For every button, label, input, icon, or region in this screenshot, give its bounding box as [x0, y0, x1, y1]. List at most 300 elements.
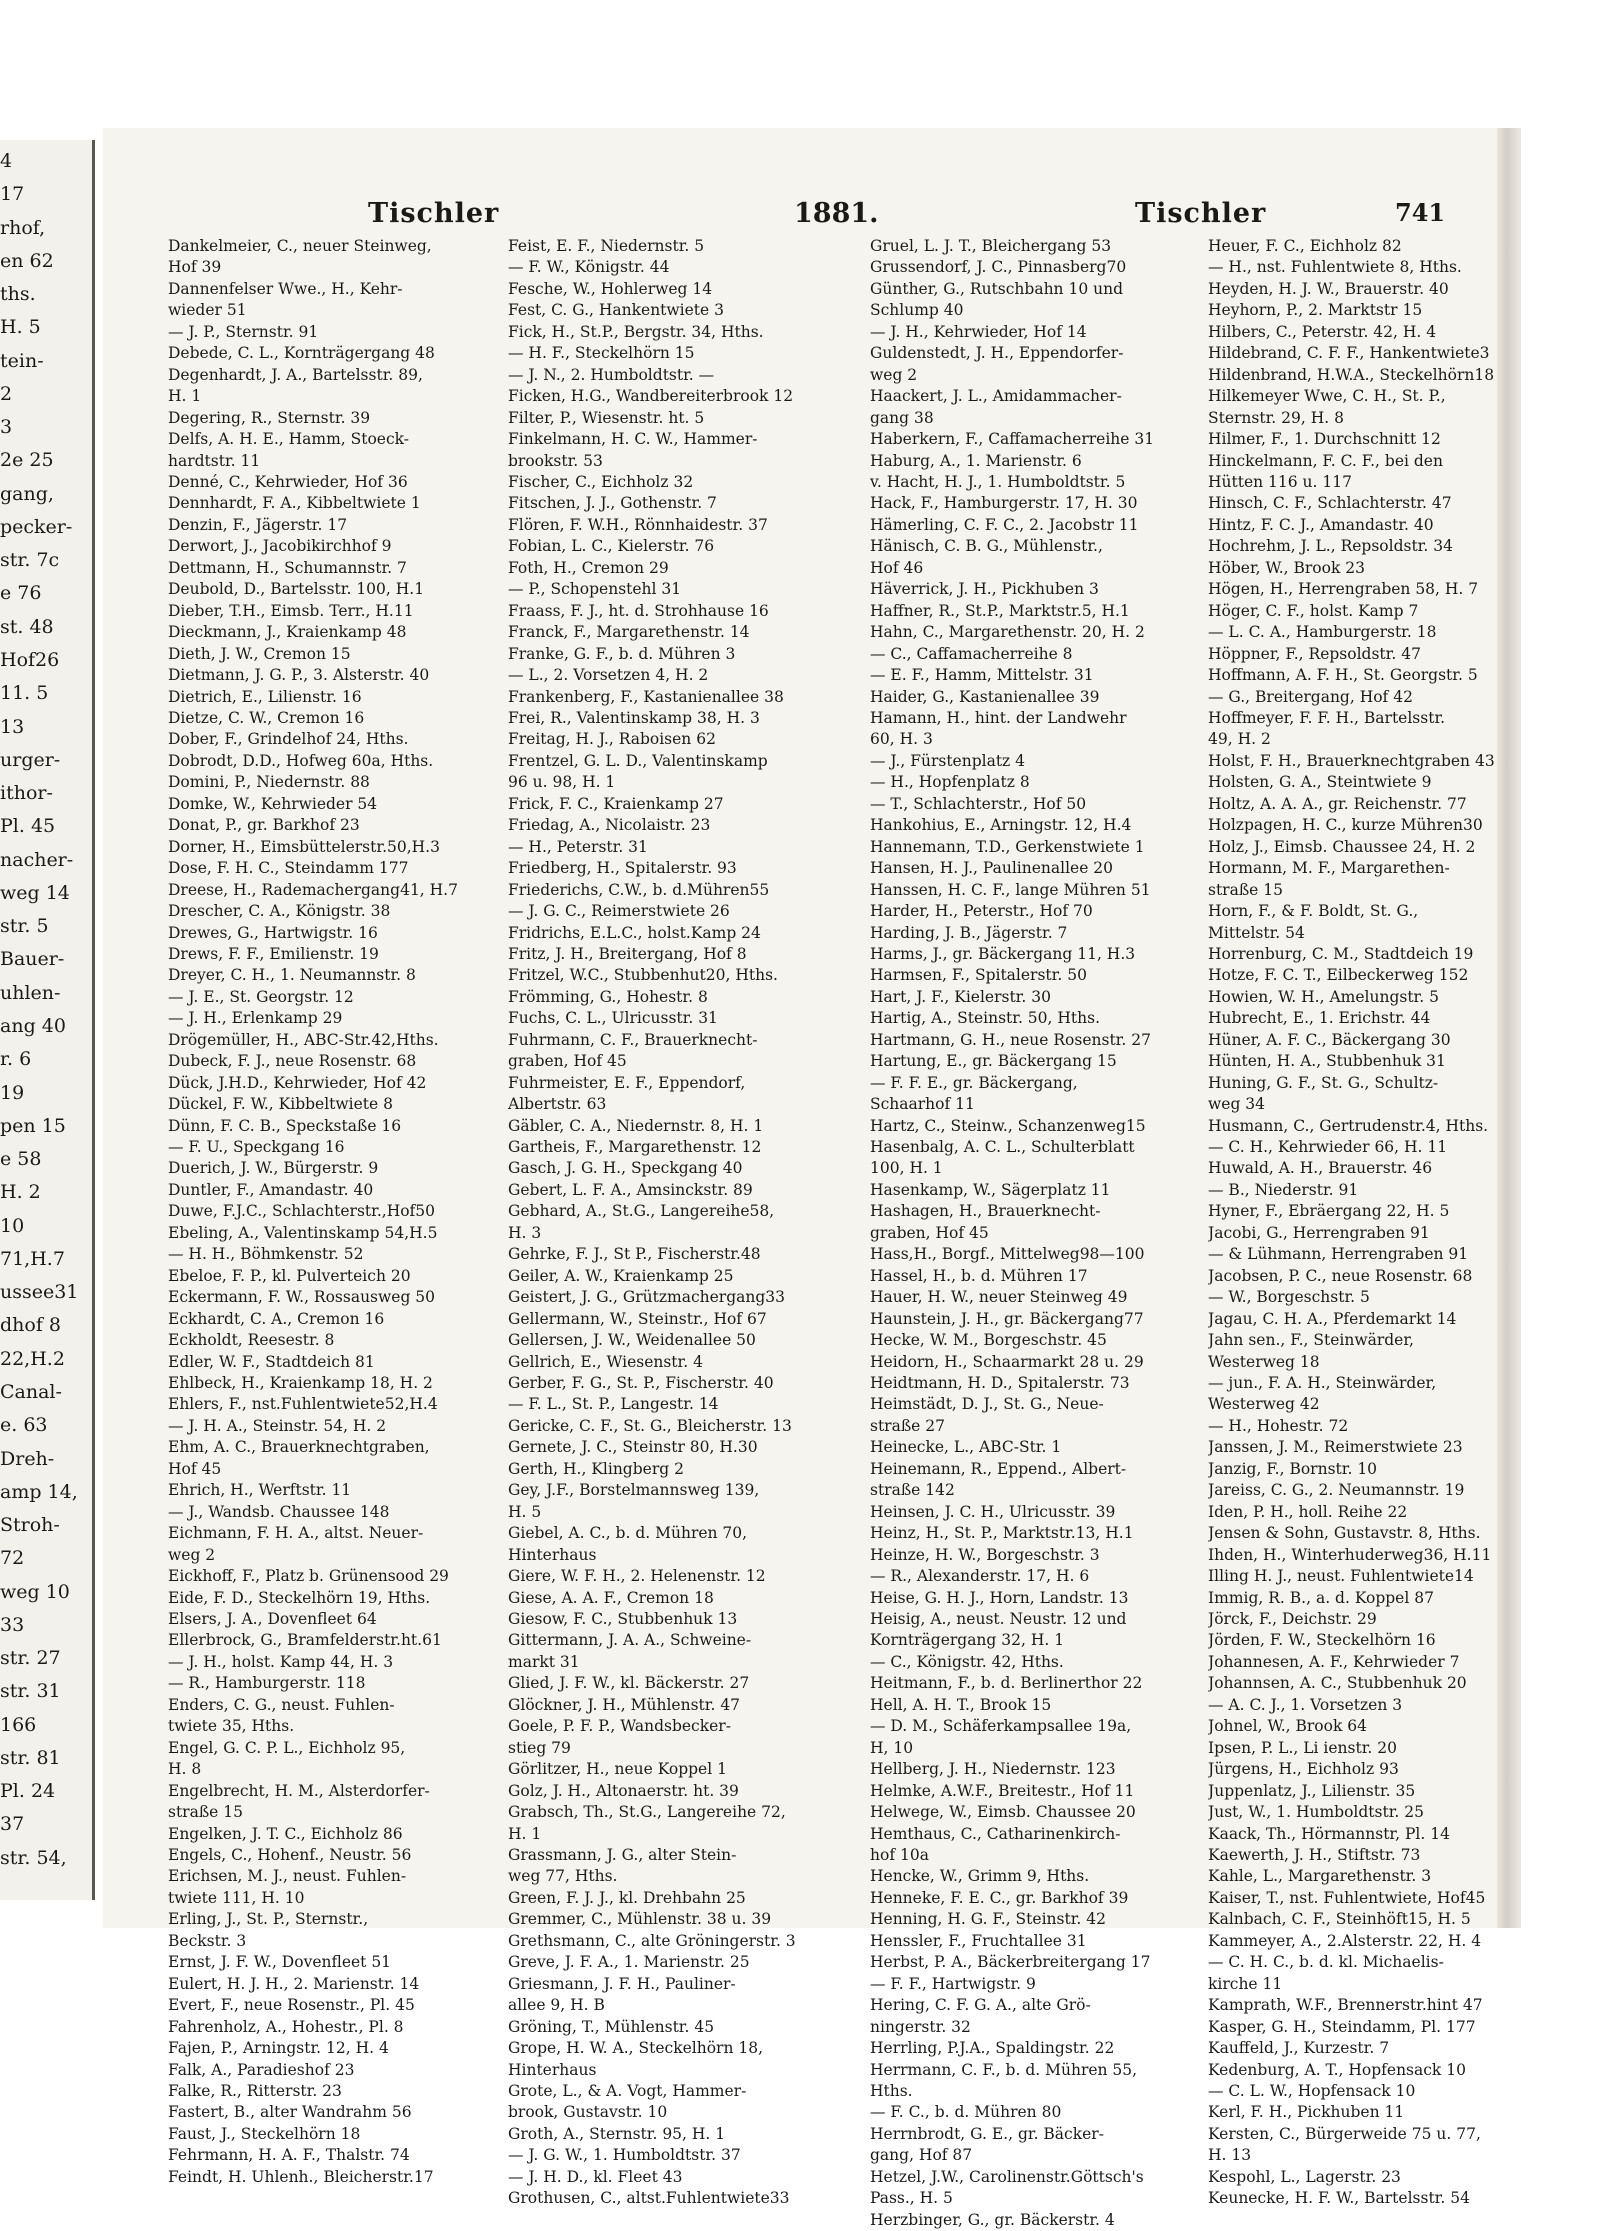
left-page-text-fragment: tein-	[0, 350, 44, 372]
directory-entry-line: Schaarhof 11	[870, 1095, 975, 1114]
directory-entry-line: Finkelmann, H. C. W., Hammer-	[508, 430, 758, 449]
directory-entry-line: Ernst, J. F. W., Dovenfleet 51	[168, 1953, 392, 1972]
left-page-text-fragment: str. 7c	[0, 549, 60, 571]
directory-entry-line: Degering, R., Sternstr. 39	[168, 408, 371, 427]
left-page-text-fragment: H. 2	[0, 1181, 41, 1203]
directory-entry-line: Grethsmann, C., alte Gröningerstr. 3	[508, 1931, 796, 1950]
directory-entry-line: Fischer, C., Eichholz 32	[508, 472, 694, 491]
left-page-text-fragment: 71,H.7	[0, 1248, 65, 1270]
directory-entry-line: Hünten, H. A., Stubbenhuk 31	[1208, 1052, 1446, 1071]
directory-entry-line: Ebeloe, F. P., kl. Pulverteich 20	[168, 1266, 411, 1285]
directory-entry-line: Debede, C. L., Kornträgergang 48	[168, 344, 435, 363]
directory-entry-line: Hormann, M. F., Margarethen-	[1208, 859, 1450, 878]
directory-entry-line: Illing H. J., neust. Fuhlentwiete14	[1208, 1567, 1474, 1586]
directory-entry-line: allee 9, H. B	[508, 1996, 605, 2015]
left-page-text-fragment: en 62	[0, 250, 54, 272]
directory-entry-line: Harmsen, F., Spitalerstr. 50	[870, 966, 1087, 985]
directory-entry-line: Heinsen, J. C. H., Ulricusstr. 39	[870, 1502, 1116, 1521]
directory-entry-line: Dannenfelser Wwe., H., Kehr-	[168, 279, 403, 298]
directory-entry-line: Fraass, F. J., ht. d. Strohhause 16	[508, 601, 769, 620]
directory-entry-line: — H., nst. Fuhlentwiete 8, Hths.	[1208, 258, 1462, 277]
directory-entry-line: Gittermann, J. A. A., Schweine-	[508, 1631, 752, 1650]
left-page-text-fragment: 2e 25	[0, 449, 54, 471]
directory-entry-line: Hinterhaus	[508, 1545, 597, 1564]
directory-entry-line: Elsers, J. A., Dovenfleet 64	[168, 1610, 377, 1628]
directory-entry-line: Jacobi, G., Herrengraben 91	[1208, 1223, 1430, 1242]
directory-entry-line: Ellerbrock, G., Bramfelderstr.ht.61	[168, 1631, 442, 1650]
directory-entry-line: Heimstädt, D. J., St. G., Neue-	[870, 1395, 1104, 1414]
directory-entry-line: Drögemüller, H., ABC-Str.42,Hths.	[168, 1030, 439, 1049]
directory-entry-line: Engels, C., Hohenf., Neustr. 56	[168, 1845, 412, 1864]
directory-entry-line: Schlump 40	[870, 301, 964, 320]
directory-entry-line: Hankohius, E., Arningstr. 12, H.4	[870, 816, 1132, 835]
directory-entry-line: Harms, J., gr. Bäckergang 11, H.3	[870, 944, 1136, 963]
directory-entry-line: Hinterhaus	[508, 2060, 597, 2079]
directory-entry-line: Denzin, F., Jägerstr. 17	[168, 515, 348, 534]
directory-entry-line: 100, H. 1	[870, 1159, 943, 1178]
directory-entry-line: Kaack, Th., Hörmannstr, Pl. 14	[1208, 1824, 1450, 1843]
directory-entry-line: Herbst, P. A., Bäckerbreitergang 17	[870, 1953, 1151, 1972]
directory-entry-line: Grote, L., & A. Vogt, Hammer-	[508, 2081, 747, 2100]
directory-entry-line: Höger, C. F., holst. Kamp 7	[1208, 601, 1419, 620]
directory-entry-line: Holzpagen, H. C., kurze Mühren30	[1208, 816, 1483, 835]
left-page-text-fragment: Pl. 24	[0, 1780, 56, 1802]
directory-entry-line: Hartung, E., gr. Bäckergang 15	[870, 1052, 1117, 1071]
directory-entry-line: Kasper, G. H., Steindamm, Pl. 177	[1208, 2017, 1476, 2036]
directory-entry-line: straße 142	[870, 1481, 955, 1500]
directory-entry-line: Fuhrmeister, E. F., Eppendorf,	[508, 1073, 746, 1092]
directory-entry-line: Kersten, C., Bürgerweide 75 u. 77,	[1208, 2124, 1481, 2143]
directory-entry-line: Helwege, W., Eimsb. Chaussee 20	[870, 1803, 1136, 1822]
directory-entry-line: graben, Hof 45	[870, 1223, 989, 1242]
directory-entry-line: — J., Wandsb. Chaussee 148	[168, 1502, 390, 1521]
page-edge-shadow	[1497, 128, 1521, 1928]
directory-entry-line: Fest, C. G., Hankentwiete 3	[508, 301, 724, 320]
left-page-text-fragment: 2	[0, 383, 13, 405]
directory-entry-line: Golz, J. H., Altonaerstr. ht. 39	[508, 1781, 739, 1800]
directory-entry-line: hardtstr. 11	[168, 451, 261, 470]
directory-entry-line: Keunecke, H. F. W., Bartelsstr. 54	[1208, 2189, 1470, 2208]
directory-entry-line: Hemthaus, C., Catharinenkirch-	[870, 1824, 1121, 1843]
left-page-text-fragment: pen 15	[0, 1115, 66, 1137]
directory-entry-line: Hannemann, T.D., Gerkenstwiete 1	[870, 837, 1145, 856]
directory-entry-line: Hencke, W., Grimm 9, Hths.	[870, 1867, 1090, 1886]
directory-entry-line: — J. H. D., kl. Fleet 43	[508, 2167, 683, 2186]
directory-entry-line: Heidtmann, H. D., Spitalerstr. 73	[870, 1374, 1130, 1393]
directory-entry-line: Grabsch, Th., St.G., Langereihe 72,	[508, 1803, 786, 1822]
directory-entry-line: Westerweg 18	[1208, 1352, 1320, 1371]
directory-entry-line: Hotze, F. C. T., Eilbeckerweg 152	[1208, 966, 1469, 985]
directory-entry-line: Johannesen, A. F., Kehrwieder 7	[1208, 1652, 1460, 1671]
directory-entry-line: Groth, A., Sternstr. 95, H. 1	[508, 2124, 726, 2143]
directory-entry-line: Herrmann, C. F., b. d. Mühren 55,	[870, 2060, 1138, 2079]
directory-entry-line: Dieber, T.H., Eimsb. Terr., H.11	[168, 601, 414, 620]
directory-entry-line: — R., Hamburgerstr. 118	[168, 1674, 366, 1693]
directory-entry-line: Duntler, F., Amandastr. 40	[168, 1180, 374, 1199]
directory-entry-line: Helmke, A.W.F., Breitestr., Hof 11	[870, 1781, 1135, 1800]
directory-entry-line: Hering, C. F. G. A., alte Grö-	[870, 1996, 1091, 2015]
directory-entry-line: H. 1	[168, 387, 202, 406]
directory-entry-line: H. 8	[168, 1760, 202, 1779]
left-page-text-fragment: Bauer-	[0, 948, 65, 970]
directory-entry-line: Hüner, A. F. C., Bäckergang 30	[1208, 1030, 1451, 1049]
directory-entry-line: Huwald, A. H., Brauerstr. 46	[1208, 1159, 1433, 1178]
directory-entry-line: Giesow, F. C., Stubbenhuk 13	[508, 1610, 738, 1628]
directory-entry-line: Jareiss, C. G., 2. Neumannstr. 19	[1208, 1481, 1465, 1500]
directory-entry-line: Gerth, H., Klingberg 2	[508, 1459, 684, 1478]
directory-entry-line: — H., Peterstr. 31	[508, 837, 648, 856]
directory-entry-line: Haffner, R., St.P., Marktstr.5, H.1	[870, 601, 1130, 620]
directory-entry-line: Frei, R., Valentinskamp 38, H. 3	[508, 708, 760, 727]
directory-entry-line: Deubold, D., Bartelsstr. 100, H.1	[168, 580, 425, 599]
directory-entry-line: H. 3	[508, 1223, 542, 1242]
directory-entry-line: Jacobsen, P. C., neue Rosenstr. 68	[1208, 1266, 1473, 1285]
left-page-text-fragment: st. 48	[0, 616, 54, 638]
directory-entry-line: Hubrecht, E., 1. Erichstr. 44	[1208, 1009, 1431, 1028]
directory-entry-line: weg 2	[870, 365, 918, 384]
directory-entry-line: Hartmann, G. H., neue Rosenstr. 27	[870, 1030, 1151, 1049]
directory-entry-line: Engelken, J. T. C., Eichholz 86	[168, 1824, 403, 1843]
directory-entry-line: Feindt, H. Uhlenh., Bleicherstr.17	[168, 2167, 434, 2186]
directory-entry-line: Dünn, F. C. B., Speckstaße 16	[168, 1116, 402, 1135]
directory-entry-line: Denné, C., Kehrwieder, Hof 36	[168, 472, 408, 491]
directory-entry-line: — C., Königstr. 42, Hths.	[870, 1652, 1064, 1671]
directory-entry-line: — J. H., Erlenkamp 29	[168, 1009, 343, 1028]
directory-entry-line: Hansen, H. J., Paulinenallee 20	[870, 859, 1114, 878]
directory-entry-line: Holtz, A. A. A., gr. Reichenstr. 77	[1208, 794, 1467, 813]
directory-entry-line: Dettmann, H., Schumannstr. 7	[168, 558, 407, 577]
directory-entry-line: Heitmann, F., b. d. Berlinerthor 22	[870, 1674, 1143, 1693]
directory-entry-line: Howien, W. H., Amelungstr. 5	[1208, 987, 1439, 1006]
directory-entry-line: twiete 111, H. 10	[168, 1888, 305, 1907]
directory-entry-line: Höppner, F., Repsoldstr. 47	[1208, 644, 1421, 663]
left-page-text-fragment: dhof 8	[0, 1314, 61, 1336]
directory-entry-line: Engelbrecht, H. M., Alsterdorfer-	[168, 1781, 430, 1800]
header-year: 1881.	[794, 198, 879, 229]
directory-entry-line: Holsten, G. A., Steintwiete 9	[1208, 773, 1432, 792]
directory-entry-line: Hinsch, C. F., Schlachterstr. 47	[1208, 494, 1452, 513]
left-page-text-fragment: ussee31	[0, 1281, 79, 1303]
directory-entry-line: — jun., F. A. H., Steinwärder,	[1208, 1374, 1437, 1393]
directory-entry-line: Gericke, C. F., St. G., Bleicherstr. 13	[508, 1416, 792, 1435]
directory-entry-line: Albertstr. 63	[508, 1095, 607, 1114]
directory-entry-line: Degenhardt, J. A., Bartelsstr. 89,	[168, 365, 423, 384]
directory-entry-line: Gröning, T., Mühlenstr. 45	[508, 2017, 715, 2036]
directory-entry-line: Kerl, F. H., Pickhuben 11	[1208, 2103, 1405, 2122]
directory-entry-line: Herrnbrodt, G. E., gr. Bäcker-	[870, 2124, 1104, 2143]
directory-entry-line: Jürgens, H., Eichholz 93	[1208, 1760, 1399, 1779]
directory-entry-line: — T., Schlachterstr., Hof 50	[870, 794, 1087, 813]
directory-entry-line: Enders, C. G., neust. Fuhlen-	[168, 1695, 395, 1714]
directory-entry-line: Hof 39	[168, 258, 222, 277]
directory-entry-line: gang 38	[870, 408, 934, 427]
directory-entry-line: Hetzel, J.W., Carolinenstr.Göttsch's	[870, 2167, 1144, 2186]
directory-entry-line: Hahn, C., Margarethenstr. 20, H. 2	[870, 623, 1145, 642]
left-page-text-fragment: amp 14,	[0, 1481, 78, 1503]
directory-entry-line: Fesche, W., Hohlerweg 14	[508, 279, 713, 298]
left-page-text-fragment: 13	[0, 716, 25, 738]
directory-entry-line: — J. N., 2. Humboldtstr. —	[508, 365, 715, 384]
directory-entry-line: Holz, J., Eimsb. Chaussee 24, H. 2	[1208, 837, 1476, 856]
directory-entry-line: Mittelstr. 54	[1208, 923, 1305, 942]
left-page-text-fragment: str. 81	[0, 1747, 61, 1769]
directory-entry-line: Ipsen, P. L., Li ienstr. 20	[1208, 1738, 1397, 1757]
directory-entry-line: Engel, G. C. P. L., Eichholz 95,	[168, 1738, 406, 1757]
directory-entry-line: Henssler, F., Fruchtallee 31	[870, 1931, 1087, 1950]
directory-entry-line: Dobrodt, D.D., Hofweg 60a, Hths.	[168, 751, 434, 770]
directory-entry-line: Dück, J.H.D., Kehrwieder, Hof 42	[168, 1073, 427, 1092]
directory-entry-line: Giere, W. F. H., 2. Helenenstr. 12	[508, 1567, 766, 1586]
directory-entry-line: Heinemann, R., Eppend., Albert-	[870, 1459, 1127, 1478]
directory-entry-line: Fahrenholz, A., Hohestr., Pl. 8	[168, 2017, 404, 2036]
directory-entry-line: Eckholdt, Reesestr. 8	[168, 1331, 335, 1350]
directory-entry-line: Hellberg, J. H., Niedernstr. 123	[870, 1760, 1116, 1779]
directory-entry-line: Filter, P., Wiesenstr. ht. 5	[508, 408, 705, 427]
directory-entry-line: markt 31	[508, 1652, 580, 1671]
directory-entry-line: Kahle, L., Margarethenstr. 3	[1208, 1867, 1432, 1886]
directory-entry-line: 60, H. 3	[870, 730, 933, 749]
left-page-text-fragment: uhlen-	[0, 982, 61, 1004]
directory-entry-line: straße 15	[168, 1803, 244, 1822]
directory-entry-line: Glöckner, J. H., Mühlenstr. 47	[508, 1695, 741, 1714]
left-page-text-fragment: ang 40	[0, 1015, 66, 1037]
directory-entry-line: — W., Borgeschstr. 5	[1208, 1288, 1370, 1307]
left-page-text-fragment: gang,	[0, 483, 54, 505]
directory-entry-line: Dieth, J. W., Cremon 15	[168, 644, 351, 663]
directory-entry-line: Fritz, J. H., Breitergang, Hof 8	[508, 944, 747, 963]
directory-entry-line: Feist, E. F., Niedernstr. 5	[508, 237, 705, 255]
directory-entry-line: brook, Gustavstr. 10	[508, 2103, 668, 2122]
directory-entry-line: — C. H., Kehrwieder 66, H. 11	[1208, 1138, 1448, 1157]
directory-entry-line: Haunstein, J. H., gr. Bäckergang77	[870, 1309, 1144, 1328]
directory-entry-line: Donat, P., gr. Barkhof 23	[168, 816, 360, 835]
directory-entry-line: Gey, J.F., Borstelmannsweg 139,	[508, 1481, 760, 1500]
running-head	[163, 198, 1446, 238]
directory-entry-line: Green, F. J. J., kl. Drehbahn 25	[508, 1888, 746, 1907]
directory-entry-line: Domke, W., Kehrwieder 54	[168, 794, 378, 813]
directory-entry-line: Horrenburg, C. M., Stadtdeich 19	[1208, 944, 1474, 963]
directory-entry-line: Hütten 116 u. 117	[1208, 472, 1352, 491]
directory-entry-line: Frömming, G., Hohestr. 8	[508, 987, 708, 1006]
directory-entry-line: Gebert, L. F. A., Amsinckstr. 89	[508, 1180, 753, 1199]
directory-entry-line: Kammeyer, A., 2.Alsterstr. 22, H. 4	[1208, 1931, 1482, 1950]
directory-entry-line: — J. H., holst. Kamp 44, H. 3	[168, 1652, 394, 1671]
directory-entry-line: brookstr. 53	[508, 451, 603, 470]
directory-entry-line: Henneke, F. E. C., gr. Barkhof 39	[870, 1888, 1129, 1907]
left-page-text-fragment: e. 63	[0, 1414, 48, 1436]
directory-entry-line: Jensen & Sohn, Gustavstr. 8, Hths.	[1208, 1524, 1481, 1543]
left-page-text-fragment: weg 10	[0, 1581, 70, 1603]
left-page-text-fragment: rhof,	[0, 217, 46, 239]
left-page-text-fragment: 4	[0, 150, 13, 172]
directory-entry-line: Hilbers, C., Peterstr. 42, H. 4	[1208, 322, 1437, 341]
directory-entry-line: Just, W., 1. Humboldtstr. 25	[1208, 1803, 1424, 1822]
directory-entry-line: — B., Niederstr. 91	[1208, 1180, 1359, 1199]
directory-entry-line: — F. L., St. P., Langestr. 14	[508, 1395, 719, 1414]
directory-entry-line: Kaewerth, J. H., Stiftstr. 73	[1208, 1845, 1421, 1864]
directory-entry-line: Gremmer, C., Mühlenstr. 38 u. 39	[508, 1910, 772, 1929]
directory-entry-line: Haberkern, F., Caffamacherreihe 31	[870, 430, 1155, 449]
directory-entry-line: Heinecke, L., ABC-Str. 1	[870, 1438, 1062, 1457]
directory-entry-line: Fitschen, J. J., Gothenstr. 7	[508, 494, 717, 513]
directory-entry-line: Drews, F. F., Emilienstr. 19	[168, 944, 379, 963]
directory-entry-line: Erling, J., St. P., Sternstr.,	[168, 1910, 369, 1929]
directory-entry-line: H. 1	[508, 1824, 542, 1843]
left-page-text-fragment: urger-	[0, 749, 61, 771]
directory-entry-line: Fobian, L. C., Kielerstr. 76	[508, 537, 715, 556]
directory-entry-line: Huning, G. F., St. G., Schultz-	[1208, 1073, 1439, 1092]
directory-entry-line: Haackert, J. L., Amidammacher-	[870, 387, 1122, 406]
directory-entry-line: Grope, H. W. A., Steckelhörn 18,	[508, 2039, 764, 2058]
directory-entry-line: Grothusen, C., altst.Fuhlentwiete33	[508, 2189, 790, 2208]
directory-entry-line: — D. M., Schäferkampsallee 19a,	[870, 1717, 1132, 1736]
page-number: 741	[1395, 198, 1446, 227]
directory-entry-line: Eickhoff, F., Platz b. Grünensood 29	[168, 1567, 449, 1586]
directory-entry-line: stieg 79	[508, 1738, 571, 1757]
left-page-text-fragment: 10	[0, 1215, 25, 1237]
directory-page	[103, 128, 1497, 2229]
directory-entry-line: — E. F., Hamm, Mittelstr. 31	[870, 666, 1094, 685]
left-neighbour-page-strip	[0, 140, 95, 1900]
directory-entry-line: Gellrich, E., Wiesenstr. 4	[508, 1352, 703, 1371]
directory-entry-line: Dieckmann, J., Kraienkamp 48	[168, 623, 407, 642]
directory-entry-line: Hashagen, H., Brauerknecht-	[870, 1202, 1101, 1221]
left-page-text-fragment: 19	[0, 1082, 25, 1104]
directory-entry-line: Gernete, J. C., Steinstr 80, H.30	[508, 1438, 758, 1457]
directory-entry-line: — H. H., Böhmkenstr. 52	[168, 1245, 364, 1264]
directory-entry-line: 96 u. 98, H. 1	[508, 773, 616, 792]
directory-entry-line: Holst, F. H., Brauerknechtgraben 43	[1208, 751, 1495, 770]
directory-entry-line: Duerich, J. W., Bürgerstr. 9	[168, 1159, 379, 1178]
left-page-text-fragment: Pl. 45	[0, 815, 56, 837]
directory-entry-line: Haburg, A., 1. Marienstr. 6	[870, 451, 1082, 470]
directory-column-2	[508, 236, 838, 2210]
directory-entry-line: Hänisch, C. B. G., Mühlenstr.,	[870, 537, 1103, 556]
directory-entry-line: Janzig, F., Bornstr. 10	[1208, 1459, 1378, 1478]
directory-entry-line: — F. W., Königstr. 44	[508, 258, 670, 277]
directory-entry-line: Gasch, J. G. H., Speckgang 40	[508, 1159, 743, 1178]
left-page-text-fragment: Dreh-	[0, 1448, 55, 1470]
directory-entry-line: Gartheis, F., Margarethenstr. 12	[508, 1138, 762, 1157]
directory-entry-line: Flören, F. W.H., Rönnhaidestr. 37	[508, 515, 768, 534]
directory-entry-line: Franck, F., Margarethenstr. 14	[508, 623, 750, 642]
directory-entry-line: Dubeck, F. J., neue Rosenstr. 68	[168, 1052, 417, 1071]
directory-entry-line: Iden, P. H., holl. Reihe 22	[1208, 1502, 1408, 1521]
directory-entry-line: gang, Hof 87	[870, 2146, 973, 2165]
directory-entry-line: Jagau, C. H. A., Pferdemarkt 14	[1208, 1309, 1457, 1328]
directory-entry-line: — J. P., Sternstr. 91	[168, 322, 319, 341]
directory-entry-line: Hassel, H., b. d. Mühren 17	[870, 1266, 1088, 1285]
directory-entry-line: Glied, J. F. W., kl. Bäckerstr. 27	[508, 1674, 750, 1693]
directory-entry-line: Falk, A., Paradieshof 23	[168, 2060, 355, 2079]
directory-entry-line: Hilkemeyer Wwe, C. H., St. P.,	[1208, 387, 1446, 406]
directory-entry-line: Janssen, J. M., Reimerstwiete 23	[1208, 1438, 1463, 1457]
left-page-text-fragment: e 58	[0, 1148, 42, 1170]
directory-entry-line: Sternstr. 29, H. 8	[1208, 408, 1344, 427]
directory-entry-line: Hauer, H. W., neuer Steinweg 49	[870, 1288, 1128, 1307]
directory-entry-line: Hartig, A., Steinstr. 50, Hths.	[870, 1009, 1100, 1028]
directory-entry-line: Kalnbach, C. F., Steinhöft15, H. 5	[1208, 1910, 1471, 1929]
directory-entry-line: Hyner, F., Ebräergang 22, H. 5	[1208, 1202, 1450, 1221]
directory-entry-line: ningerstr. 32	[870, 2017, 971, 2036]
directory-entry-line: — C. H. C., b. d. kl. Michaelis-	[1208, 1953, 1444, 1972]
directory-entry-line: — H., Hohestr. 72	[1208, 1416, 1349, 1435]
directory-entry-line: Jahn sen., F., Steinwärder,	[1208, 1331, 1414, 1350]
directory-entry-line: Heyhorn, P., 2. Marktstr 15	[1208, 301, 1423, 320]
directory-entry-line: Haider, G., Kastanienallee 39	[870, 687, 1100, 706]
left-page-text-fragment: r. 6	[0, 1048, 32, 1070]
directory-entry-line: Duwe, F.J.C., Schlachterstr.,Hof50	[168, 1202, 436, 1221]
directory-column-4	[1208, 236, 1538, 2210]
directory-entry-line: Domini, P., Niedernstr. 88	[168, 773, 370, 792]
directory-entry-line: Häverrick, J. H., Pickhuben 3	[870, 580, 1099, 599]
directory-entry-line: Gebhard, A., St.G., Langereihe58,	[508, 1202, 775, 1221]
left-page-text-fragment: Canal-	[0, 1381, 62, 1403]
directory-entry-line: Höber, W., Brook 23	[1208, 558, 1366, 577]
directory-entry-line: Dose, F. H. C., Steindamm 177	[168, 859, 409, 878]
directory-entry-line: — L. C. A., Hamburgerstr. 18	[1208, 623, 1437, 642]
directory-entry-line: Eide, F. D., Steckelhörn 19, Hths.	[168, 1588, 431, 1607]
left-page-text-fragment: nacher-	[0, 849, 74, 871]
directory-entry-line: Ficken, H.G., Wandbereiterbrook 12	[508, 387, 794, 406]
directory-entry-line: Beckstr. 3	[168, 1931, 247, 1950]
left-page-text-fragment: Stroh-	[0, 1514, 60, 1536]
left-page-text-fragment: str. 5	[0, 915, 49, 937]
directory-entry-line: Fick, H., St.P., Bergstr. 34, Hths.	[508, 322, 764, 341]
directory-entry-line: Heise, G. H. J., Horn, Landstr. 13	[870, 1588, 1129, 1607]
directory-entry-line: H. 13	[1208, 2146, 1252, 2165]
directory-entry-line: Giese, A. A. F., Cremon 18	[508, 1588, 714, 1607]
directory-entry-line: Fuchs, C. L., Ulricusstr. 31	[508, 1009, 718, 1028]
directory-entry-line: Heinz, H., St. P., Marktstr.13, H.1	[870, 1524, 1134, 1543]
directory-entry-line: Hintz, F. C. J., Amandastr. 40	[1208, 515, 1434, 534]
directory-entry-line: Drewes, G., Hartwigstr. 16	[168, 923, 378, 942]
directory-entry-line: Hack, F., Hamburgerstr. 17, H. 30	[870, 494, 1138, 513]
directory-entry-line: Hecke, W. M., Borgeschstr. 45	[870, 1331, 1107, 1350]
directory-entry-line: Herrling, P.J.A., Spaldingstr. 22	[870, 2039, 1115, 2058]
directory-entry-line: Eckermann, F. W., Rossausweg 50	[168, 1288, 436, 1307]
directory-entry-line: Gruel, L. J. T., Bleichergang 53	[870, 237, 1112, 255]
directory-entry-line: Johannsen, A. C., Stubbenhuk 20	[1208, 1674, 1467, 1693]
directory-entry-line: weg 77, Hths.	[508, 1867, 618, 1886]
left-page-text-fragment: 11. 5	[0, 682, 49, 704]
directory-entry-line: Hartz, C., Steinw., Schanzenweg15	[870, 1116, 1146, 1135]
directory-entry-line: Hamann, H., hint. der Landwehr	[870, 708, 1127, 727]
directory-entry-line: Evert, F., neue Rosenstr., Pl. 45	[168, 1996, 415, 2015]
directory-entry-line: — J. H. A., Steinstr. 54, H. 2	[168, 1416, 387, 1435]
directory-entry-line: — F. F., Hartwigstr. 9	[870, 1974, 1036, 1993]
directory-entry-line: — G., Breitergang, Hof 42	[1208, 687, 1413, 706]
directory-entry-line: Foth, H., Cremon 29	[508, 558, 669, 577]
directory-column-3	[870, 236, 1200, 2231]
directory-entry-line: Gellersen, J. W., Weidenallee 50	[508, 1331, 756, 1350]
directory-entry-line: Heidorn, H., Schaarmarkt 28 u. 29	[870, 1352, 1144, 1371]
left-page-text-fragment: ths.	[0, 283, 36, 305]
directory-entry-line: Frentzel, G. L. D., Valentinskamp	[508, 751, 768, 770]
directory-entry-line: Freitag, H. J., Raboisen 62	[508, 730, 716, 749]
directory-entry-line: Heisig, A., neust. Neustr. 12 und	[870, 1610, 1127, 1628]
directory-entry-line: Hasenbalg, A. C. L., Schulterblatt	[870, 1138, 1135, 1157]
directory-entry-line: Ehlers, F., nst.Fuhlentwiete52,H.4	[168, 1395, 438, 1414]
directory-entry-line: Fastert, B., alter Wandrahm 56	[168, 2103, 412, 2122]
left-page-text-fragment: str. 54,	[0, 1847, 67, 1869]
directory-entry-line: Immig, R. B., a. d. Koppel 87	[1208, 1588, 1434, 1607]
directory-entry-line: Dreyer, C. H., 1. Neumannstr. 8	[168, 966, 416, 985]
directory-entry-line: Dreese, H., Rademachergang41, H.7	[168, 880, 458, 899]
header-left-title: Tischler	[368, 198, 500, 229]
directory-entry-line: Hasenkamp, W., Sägerplatz 11	[870, 1180, 1111, 1199]
directory-entry-line: Hochrehm, J. L., Repsoldstr. 34	[1208, 537, 1453, 556]
